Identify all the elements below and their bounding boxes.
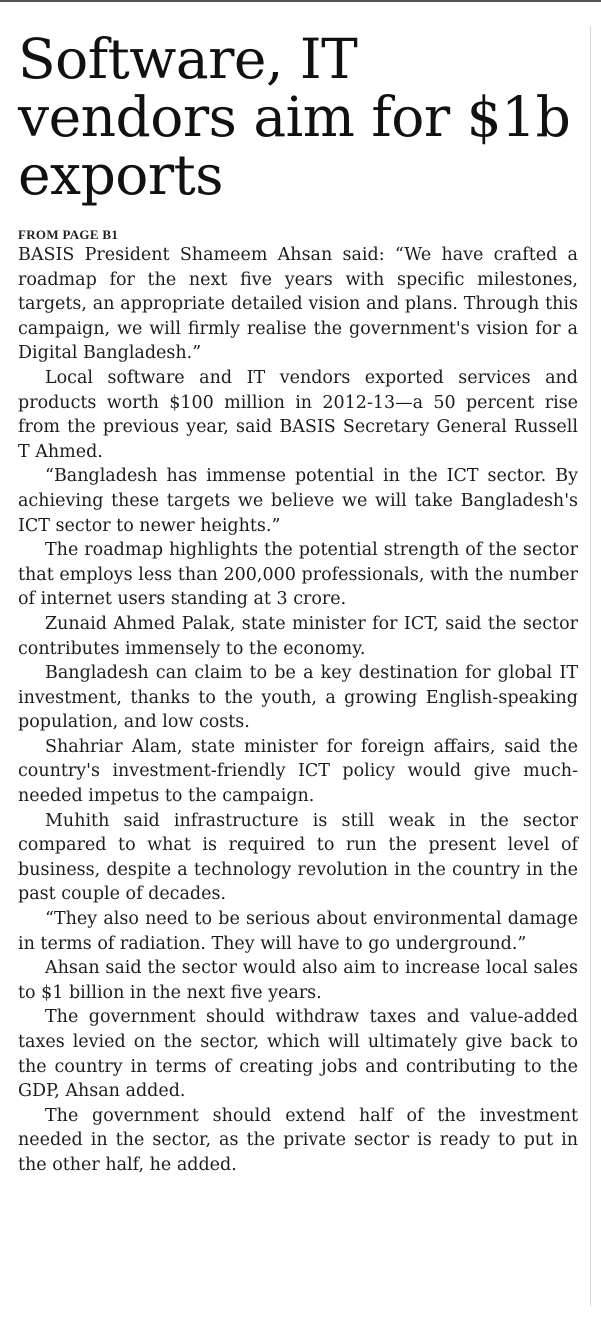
- paragraph: “They also need to be serious about environmental damage in terms of radiation. They will have to go underground.”: [18, 909, 578, 954]
- article-body: [18, 243, 578, 1178]
- column-divider: [590, 26, 591, 1306]
- paragraph: Bangladesh can claim to be a key destination for global IT investment, thanks to the youth, a growing English-speaking population, and low costs.: [18, 663, 578, 733]
- paragraph: BASIS President Shameem Ahsan said: “We have crafted a roadmap for the next five years with specific milestones, targets, an appropriate detailed vision and plans. Through this campaign, we will firmly realise the government's vision for a Digital Bangladesh.”: [18, 245, 578, 364]
- paragraph: Shahriar Alam, state minister for foreign affairs, said the country's investment-friendly ICT policy would give much-needed impetus to the campaign.: [18, 736, 578, 807]
- paragraph: The roadmap highlights the potential strength of the sector that employs less than 200,000 professionals, with the number of internet users standing at 3 crore.: [18, 540, 578, 610]
- paragraph: Local software and IT vendors exported services and products worth $100 million in 2012-13—a 50 percent rise from the previous year, said BASIS Secretary General Russell T Ahmed.: [18, 367, 578, 462]
- from-page-label: FROM PAGE B1: [18, 227, 119, 242]
- paragraph: Ahsan said the sector would also aim to increase local sales to $1 billion in the next five years.: [18, 958, 578, 1003]
- headline: Software, IT vendors aim for $1b exports: [18, 27, 571, 207]
- paragraph: The government should withdraw taxes and value-added taxes levied on the sector, which will ultimately give back to the country in terms of creating jobs and contributing to the GDP, Ahsan added.: [18, 1007, 578, 1102]
- paragraph: The government should extend half of the investment needed in the sector, as the private sector is ready to put in the other half, he added.: [18, 1105, 578, 1175]
- news-article: [18, 0, 578, 1178]
- paragraph: “Bangladesh has immense potential in the ICT sector. By achieving these targets we believe we will take Bangladesh's ICT sector to newer heights.”: [18, 466, 578, 536]
- paragraph: Zunaid Ahmed Palak, state minister for ICT, said the sector contributes immensely to the economy.: [18, 613, 578, 659]
- paragraph: Muhith said infrastructure is still weak in the sector compared to what is required to run the present level of business, despite a technology revolution in the country in the past couple of decades.: [18, 810, 578, 905]
